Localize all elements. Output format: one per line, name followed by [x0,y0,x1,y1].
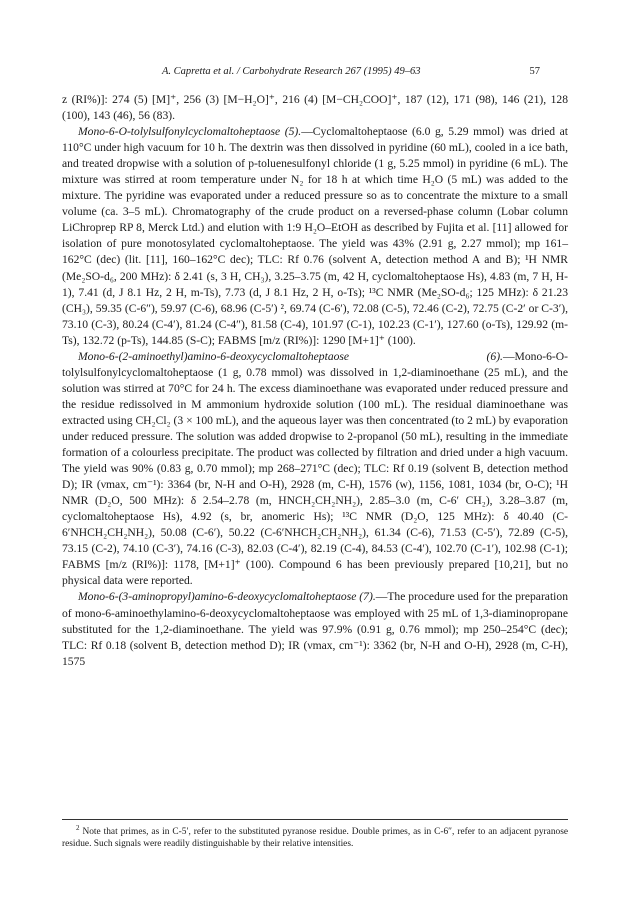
paragraph-text: —The procedure used for the preparation of mono-6-aminoethylamino-6-deoxycyclomaltoheptaose was employed with 25 mL of 1,3-diaminopropane substituted for the 1,2-diaminoethane. The yield was 97.9% (0.91 g, 0.76 mmol); mp 250–254°C (dec); TLC: Rf 0.18 (solvent B, detection method D); IR (νmax, cm⁻¹): 3362 (br, N-H and O-H), 2928 (m, C-H), 1575 [62,590,568,668]
footnote-text: Note that primes, as in C-5′, refer to the substituted pyranose residue. Double primes, as in C-6″, refer to an adjacent pyranose residue. Such signals were readily distinguishable by their relative intensities. [62,827,569,850]
paragraph-compound-5 [62,124,568,349]
compound-heading: Mono-6-O-tolylsulfonylcyclomaltoheptaose (5). [78,125,302,139]
footnote-mark: 2 [76,823,80,832]
body-text [62,92,568,670]
paragraph-text: —Cyclomaltoheptaose (6.0 g, 5.29 mmol) was dried at 110°C under high vacuum for 10 h. The dextrin was then dissolved in pyridine (60 mL), cooled in a ice bath, and treated dropwise with a solution of p-toluenesulfonyl chloride (1 g, 5.25 mmol) in pyridine (6 mL). The mixture was stirred at room temperature under N₂ for 18 h at which time H₂O (5 mL) was added to the mixture. The pyridine was evaporated under a reduced pressure so as to concentrate the mixture to a small volume (ca. 3–5 mL). Chromatography of the crude product on a reversed-phase column (Lobar column LiChroprep RP 8, Merck Ltd.) and elution with 1:9 H₂O–EtOH as described by Fujita et al. [11] allowed for isolation of pure monotosylated cyclomaltoheptaose. The yield was 43% (2.91 g, 2.27 mmol); mp 161–162°C (dec) (lit. [11], 160–162°C dec); TLC: Rf 0.76 (solvent A, detection method A and B); ¹H NMR (Me₂SO-d₆, 200 MHz): δ 2.41 (s, 3 H, CH₃), 3.25–3.75 (m, 42 H, cyclomaltoheptaose Hs), 4.83 (m, 7 H, H-1), 7.41 (d, J 8.1 Hz, 2 H, m-Ts), 7.73 (d, J 8.1 Hz, 2 H, o-Ts); ¹³C NMR (Me₂SO-d₆; 125 MHz): δ 21.23 (CH₃), 59.35 (C-6″), 59.97 (C-6), 68.96 (C-5′) ², 69.74 (C-6′), 72.08 (C-5), 72.46 (C-2), 72.75 (C-2′ or C-3′), 73.10 (C-3), 80.24 (C-4′), 81.24 (C-4″), 81.58 (C-4), 101.97 (C-1), 102.23 (C-1′), 127.60 (o-Ts), 129.92 (m-Ts), 132.72 (p-Ts), 144.85 (S-C); FABMS [m/z (RI%)]: 1290 [M+1]⁺ (100). [62,125,568,347]
paragraph-text: —Mono-6-O-tolylsulfonylcyclomaltoheptaose (1 g, 0.78 mmol) was dissolved in 1,2-diaminoethane (25 mL), and the solution was stirred at 70°C for 24 h. The excess diaminoethane was evaporated under reduced pressure and the residue redissolved in M ammonium hydroxide solution (100 mL). The residual diaminoethane was extracted using CH₂Cl₂ (3 × 100 mL), and the aqueous layer was then concentrated (to 2 mL) by evaporation under reduced pressure. The solution was added dropwise to 2-propanol (50 mL), resulting in the immediate formation of a colourless precipitate. The product was collected by filtration and dried under a high vacuum. The yield was 90% (0.83 g, 0.70 mmol); mp 268–271°C (dec); TLC: Rf 0.19 (solvent B, detection method D); IR (νmax, cm⁻¹): 3364 (br, N-H and O-H), 2928 (m, C-H), 1576 (w), 1156, 1081, 1034 (br, O-C); ¹H NMR (D₂O, 500 MHz): δ 2.54–2.78 (m, HNCH₂CH₂NH₂), 2.85–3.0 (m, C-6′ CH₂), 3.28–3.87 (m, cyclomaltoheptaose Hs), 4.92 (s, br, anomeric Hs); ¹³C NMR (D₂O, 125 MHz): δ 40.40 (C-6′NHCH₂CH₂NH₂), 50.08 (C-6′), 50.22 (C-6′NHCH₂CH₂NH₂), 61.34 (C-6), 71.53 (C-5′), 72.89 (C-5), 73.15 (C-2), 74.10 (C-3′), 74.16 (C-3), 82.03 (C-4′), 82.19 (C-4), 84.53 (C-4′), 102.70 (C-1′), 102.98 (C-1); FABMS [m/z (RI%)]: 1178, [M+1]⁺ (100). Compound 6 has been previously prepared [10,21], but no physical data were reported. [62,349,568,588]
compound-heading: Mono-6-(2-aminoethyl)amino-6-deoxycyclomaltoheptaose (6). [78,349,503,363]
paragraph-continuation [62,92,568,124]
running-title: A. Capretta et al. / Carbohydrate Research 267 (1995) 49–63 [162,66,421,77]
footnote-divider [62,819,568,820]
footnote-body [62,823,569,850]
compound-heading: Mono-6-(3-aminopropyl)amino-6-deoxycyclomaltoheptaose (7). [78,590,376,604]
paragraph-compound-6 [62,349,568,590]
paragraph-compound-7 [62,589,568,669]
running-header [110,66,540,82]
footnote [62,823,569,850]
page-number: 57 [529,66,540,77]
paragraph-text: z (RI%)]: 274 (5) [M]⁺, 256 (3) [M−H₂O]⁺, 216 (4) [M−CH₂COO]⁺, 187 (12), 171 (98), 146 (21), 128 (100), 143 (46), 56 (83). [62,93,568,123]
